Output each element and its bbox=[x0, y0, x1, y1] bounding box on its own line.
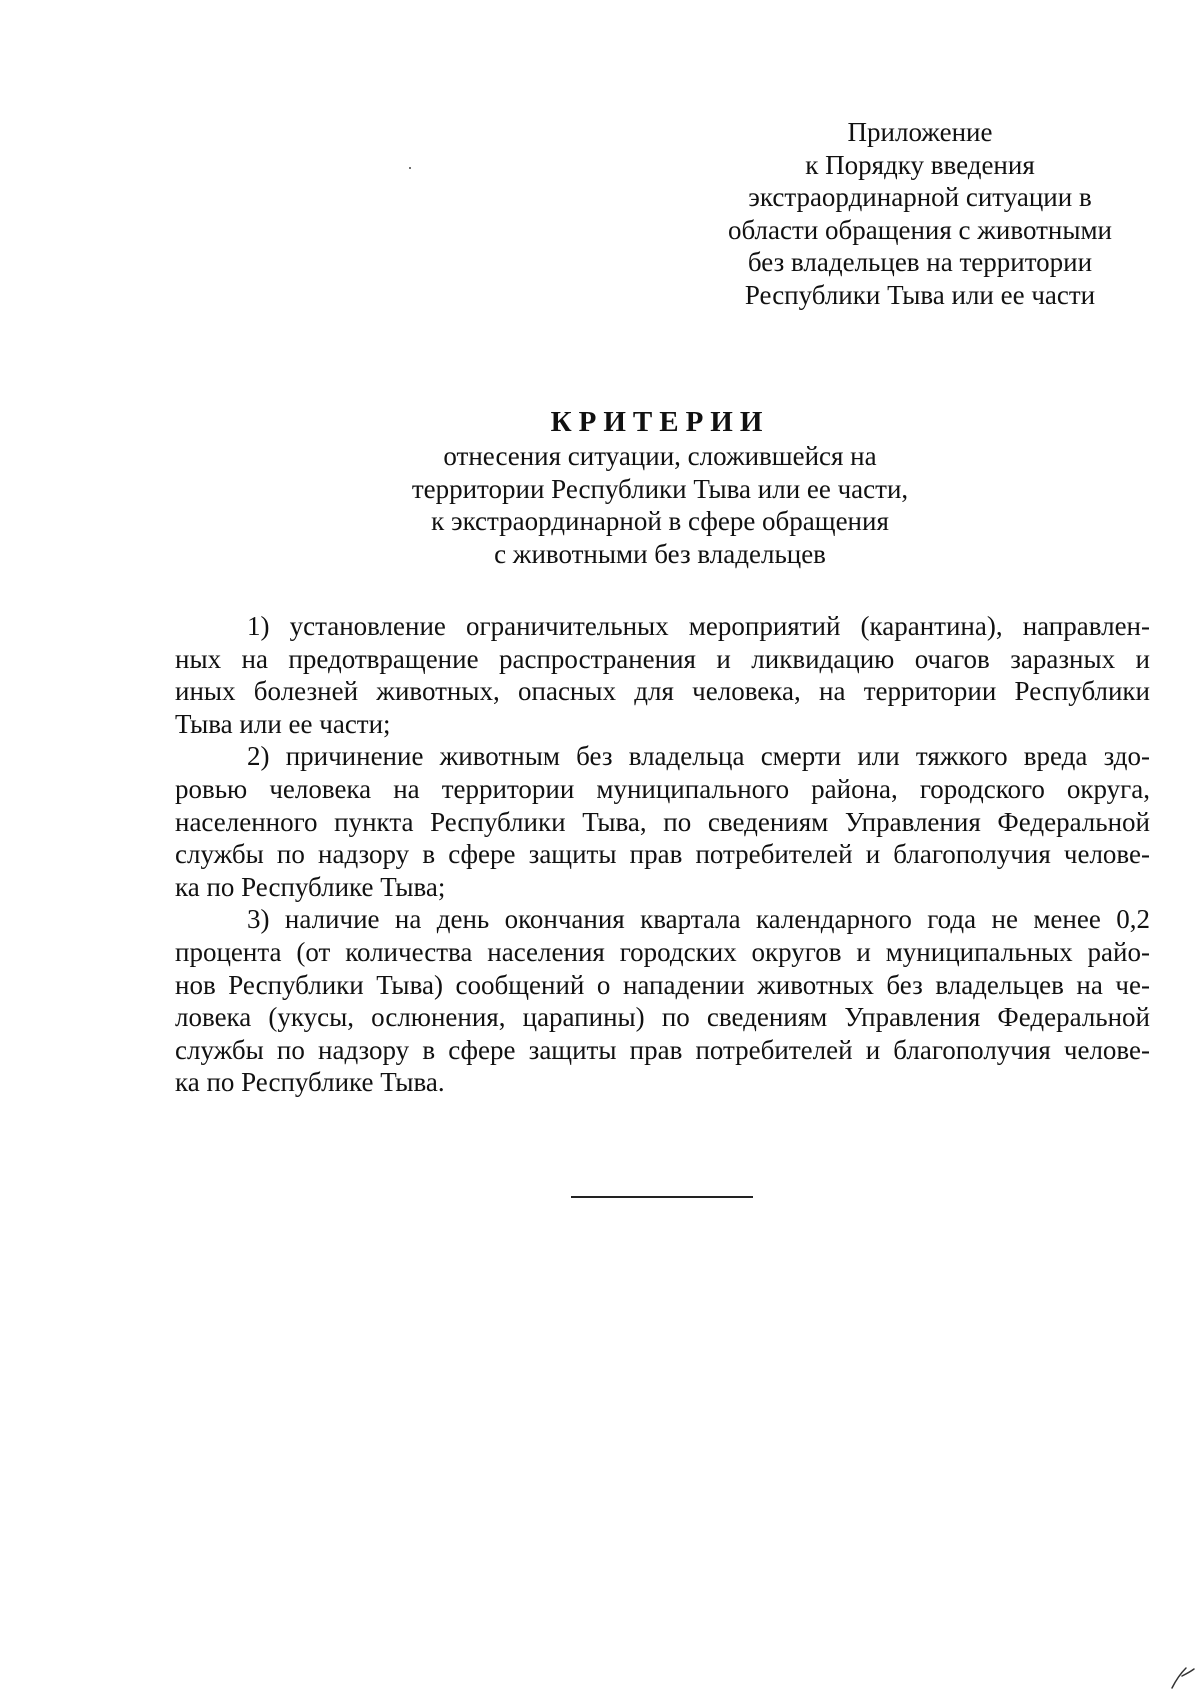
title-block bbox=[260, 404, 1060, 570]
appendix-line: Республики Тыва или ее части bbox=[744, 279, 1096, 310]
criterion-line: службы по надзору в сфере защиты прав потребителей и благополучия челове- bbox=[175, 1034, 1150, 1065]
appendix-line: к Порядку введения bbox=[805, 149, 1035, 180]
criterion-line: иных болезней животных, опасных для человека, на территории Республики bbox=[175, 676, 1150, 707]
criterion-line: 3) наличие на день окончания квартала календарного года не менее 0,2 bbox=[247, 904, 1150, 935]
criterion-line: 1) установление ограничительных мероприятий (карантина), направлен- bbox=[247, 611, 1150, 641]
criterion-line: населенного пункта Республики Тыва, по сведениям Управления Федеральной bbox=[175, 806, 1150, 837]
criterion-1 bbox=[175, 610, 1150, 740]
appendix-line: экстраординарной ситуации в bbox=[748, 182, 1092, 213]
criterion-line: ка по Республике Тыва; bbox=[175, 871, 446, 902]
criterion-line: ловека (укусы, ослюнения, царапины) по сведениям Управления Федеральной bbox=[175, 1002, 1150, 1033]
appendix-line: области обращения с животными bbox=[727, 214, 1113, 245]
criterion-3 bbox=[175, 903, 1150, 1099]
criterion-2 bbox=[175, 740, 1150, 903]
criterion-line: нов Республики Тыва) сообщений о нападении животных без владельцев на че- bbox=[175, 969, 1150, 1000]
document-title: КРИТЕРИИ bbox=[550, 406, 770, 438]
appendix-heading bbox=[700, 116, 1140, 312]
subtitle-line: территории Республики Тыва или ее части, bbox=[411, 473, 909, 504]
appendix-line: Приложение bbox=[847, 117, 993, 147]
scan-speck bbox=[409, 167, 411, 169]
subtitle-line: отнесения ситуации, сложившейся на bbox=[443, 441, 877, 471]
criterion-line: процента (от количества населения городских округов и муниципальных райо- bbox=[175, 936, 1150, 967]
criterion-line: ровью человека на территории муниципального района, городского округа, bbox=[175, 773, 1150, 804]
appendix-line: без владельцев на территории bbox=[747, 247, 1093, 278]
subtitle-line: с животными без владельцев bbox=[494, 538, 826, 569]
criteria-list bbox=[175, 610, 1150, 1099]
criterion-line: службы по надзору в сфере защиты прав потребителей и благополучия челове- bbox=[175, 839, 1150, 870]
subtitle-line: к экстраординарной в сфере обращения bbox=[431, 506, 889, 537]
criterion-line: 2) причинение животным без владельца смерти или тяжкого вреда здо- bbox=[247, 741, 1150, 772]
criterion-line: ка по Республике Тыва. bbox=[175, 1067, 445, 1098]
criterion-line: ных на предотвращение распространения и ликвидацию очагов заразных и bbox=[175, 643, 1150, 674]
criterion-line: Тыва или ее части; bbox=[175, 708, 391, 739]
handwritten-page-mark bbox=[1168, 1660, 1198, 1690]
end-divider bbox=[571, 1196, 753, 1198]
document-subtitle bbox=[260, 440, 1060, 570]
